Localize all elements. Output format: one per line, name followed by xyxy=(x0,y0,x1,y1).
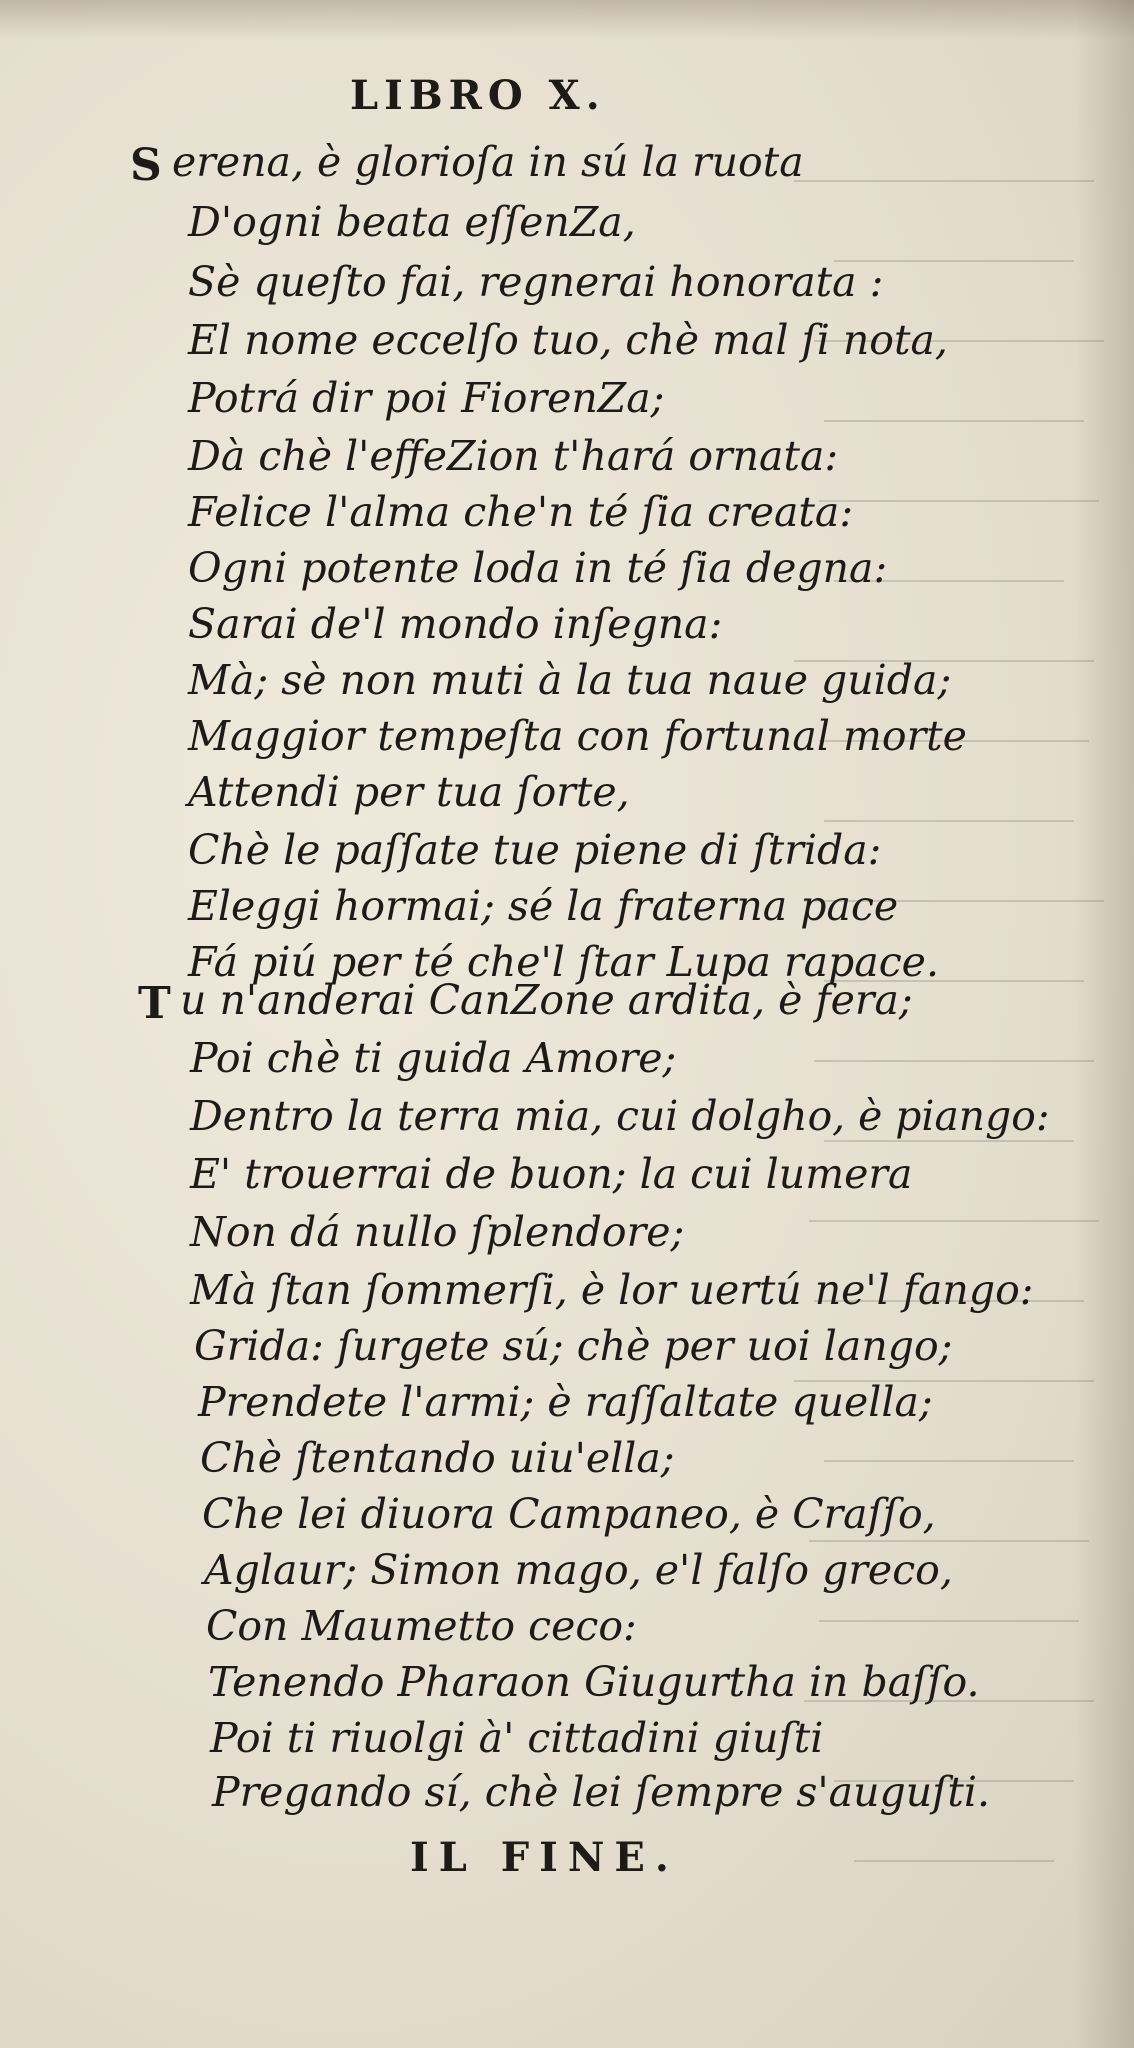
verse-line: Ogni potente loda in té ſia degna: xyxy=(188,544,888,592)
verse-line: Mà; sè non muti à la tua naue guida; xyxy=(188,656,952,704)
verse-line: Mà ſtan ſommerſi, è lor uertú ne'l fango: xyxy=(190,1266,1034,1314)
verse-line: Chè le paſſate tue piene di ſtrida: xyxy=(188,826,882,874)
verse-line: Aglaur; Simon mago, e'l falſo greco, xyxy=(204,1546,953,1594)
verse-line: Dentro la terra mia, cui dolgho, è piango: xyxy=(190,1092,1050,1140)
verse-line: D'ogni beata eſſenZa, xyxy=(188,198,636,246)
verse-line: El nome eccelſo tuo, chè mal ſi nota, xyxy=(188,316,948,364)
verse-line: Poi chè ti guida Amore; xyxy=(190,1034,677,1082)
verse-line: Fá piú per té che'l ſtar Lupa rapace. xyxy=(188,938,939,986)
verse-line: Che lei diuora Campaneo, è Craſſo, xyxy=(202,1490,936,1538)
verse-line: Eleggi hormai; sé la fraterna pace xyxy=(188,882,899,930)
stanza-1-dropcap: S xyxy=(130,140,162,191)
stanza-2-dropcap: T xyxy=(138,978,171,1029)
verse-line: Maggior tempeſta con fortunal morte xyxy=(188,712,967,760)
verse-line: Sarai de'l mondo inſegna: xyxy=(188,600,723,648)
verse-line: Prendete l'armi; è raſſaltate quella; xyxy=(198,1378,933,1426)
verse-line: Sè queſto fai, regnerai honorata : xyxy=(188,258,884,306)
verse-line: Attendi per tua ſorte, xyxy=(188,768,630,816)
verse-line: E' trouerrai de buon; la cui lumera xyxy=(190,1150,913,1198)
verse-line: Tenendo Pharaon Giugurtha in baſſo. xyxy=(208,1658,980,1706)
running-header: LIBRO X. xyxy=(350,72,606,119)
verse-line: Dà chè l'effeZion t'hará ornata: xyxy=(188,432,839,480)
verse-line: Grida: ſurgete sú; chè per uoi lango; xyxy=(194,1322,953,1370)
finis-colophon: IL FINE. xyxy=(410,1834,679,1881)
verse-line: Non dá nullo ſplendore; xyxy=(190,1208,685,1256)
verse-line: Con Maumetto ceco: xyxy=(206,1602,637,1650)
verse-line: Chè ſtentando uiu'ella; xyxy=(200,1434,675,1482)
verse-line: Poi ti riuolgi à' cittadini giuſti xyxy=(210,1714,824,1762)
verse-line: Pregando sí, chè lei ſempre s'auguſti. xyxy=(212,1768,990,1816)
verse-line: Potrá dir poi FiorenZa; xyxy=(188,374,665,422)
verse-line: u n'anderai CanZone ardita, è fera; xyxy=(180,976,913,1024)
verse-line: Felice l'alma che'n té ſia creata: xyxy=(188,488,854,536)
verse-line: erena, è glorioſa in sú la ruota xyxy=(172,138,804,186)
